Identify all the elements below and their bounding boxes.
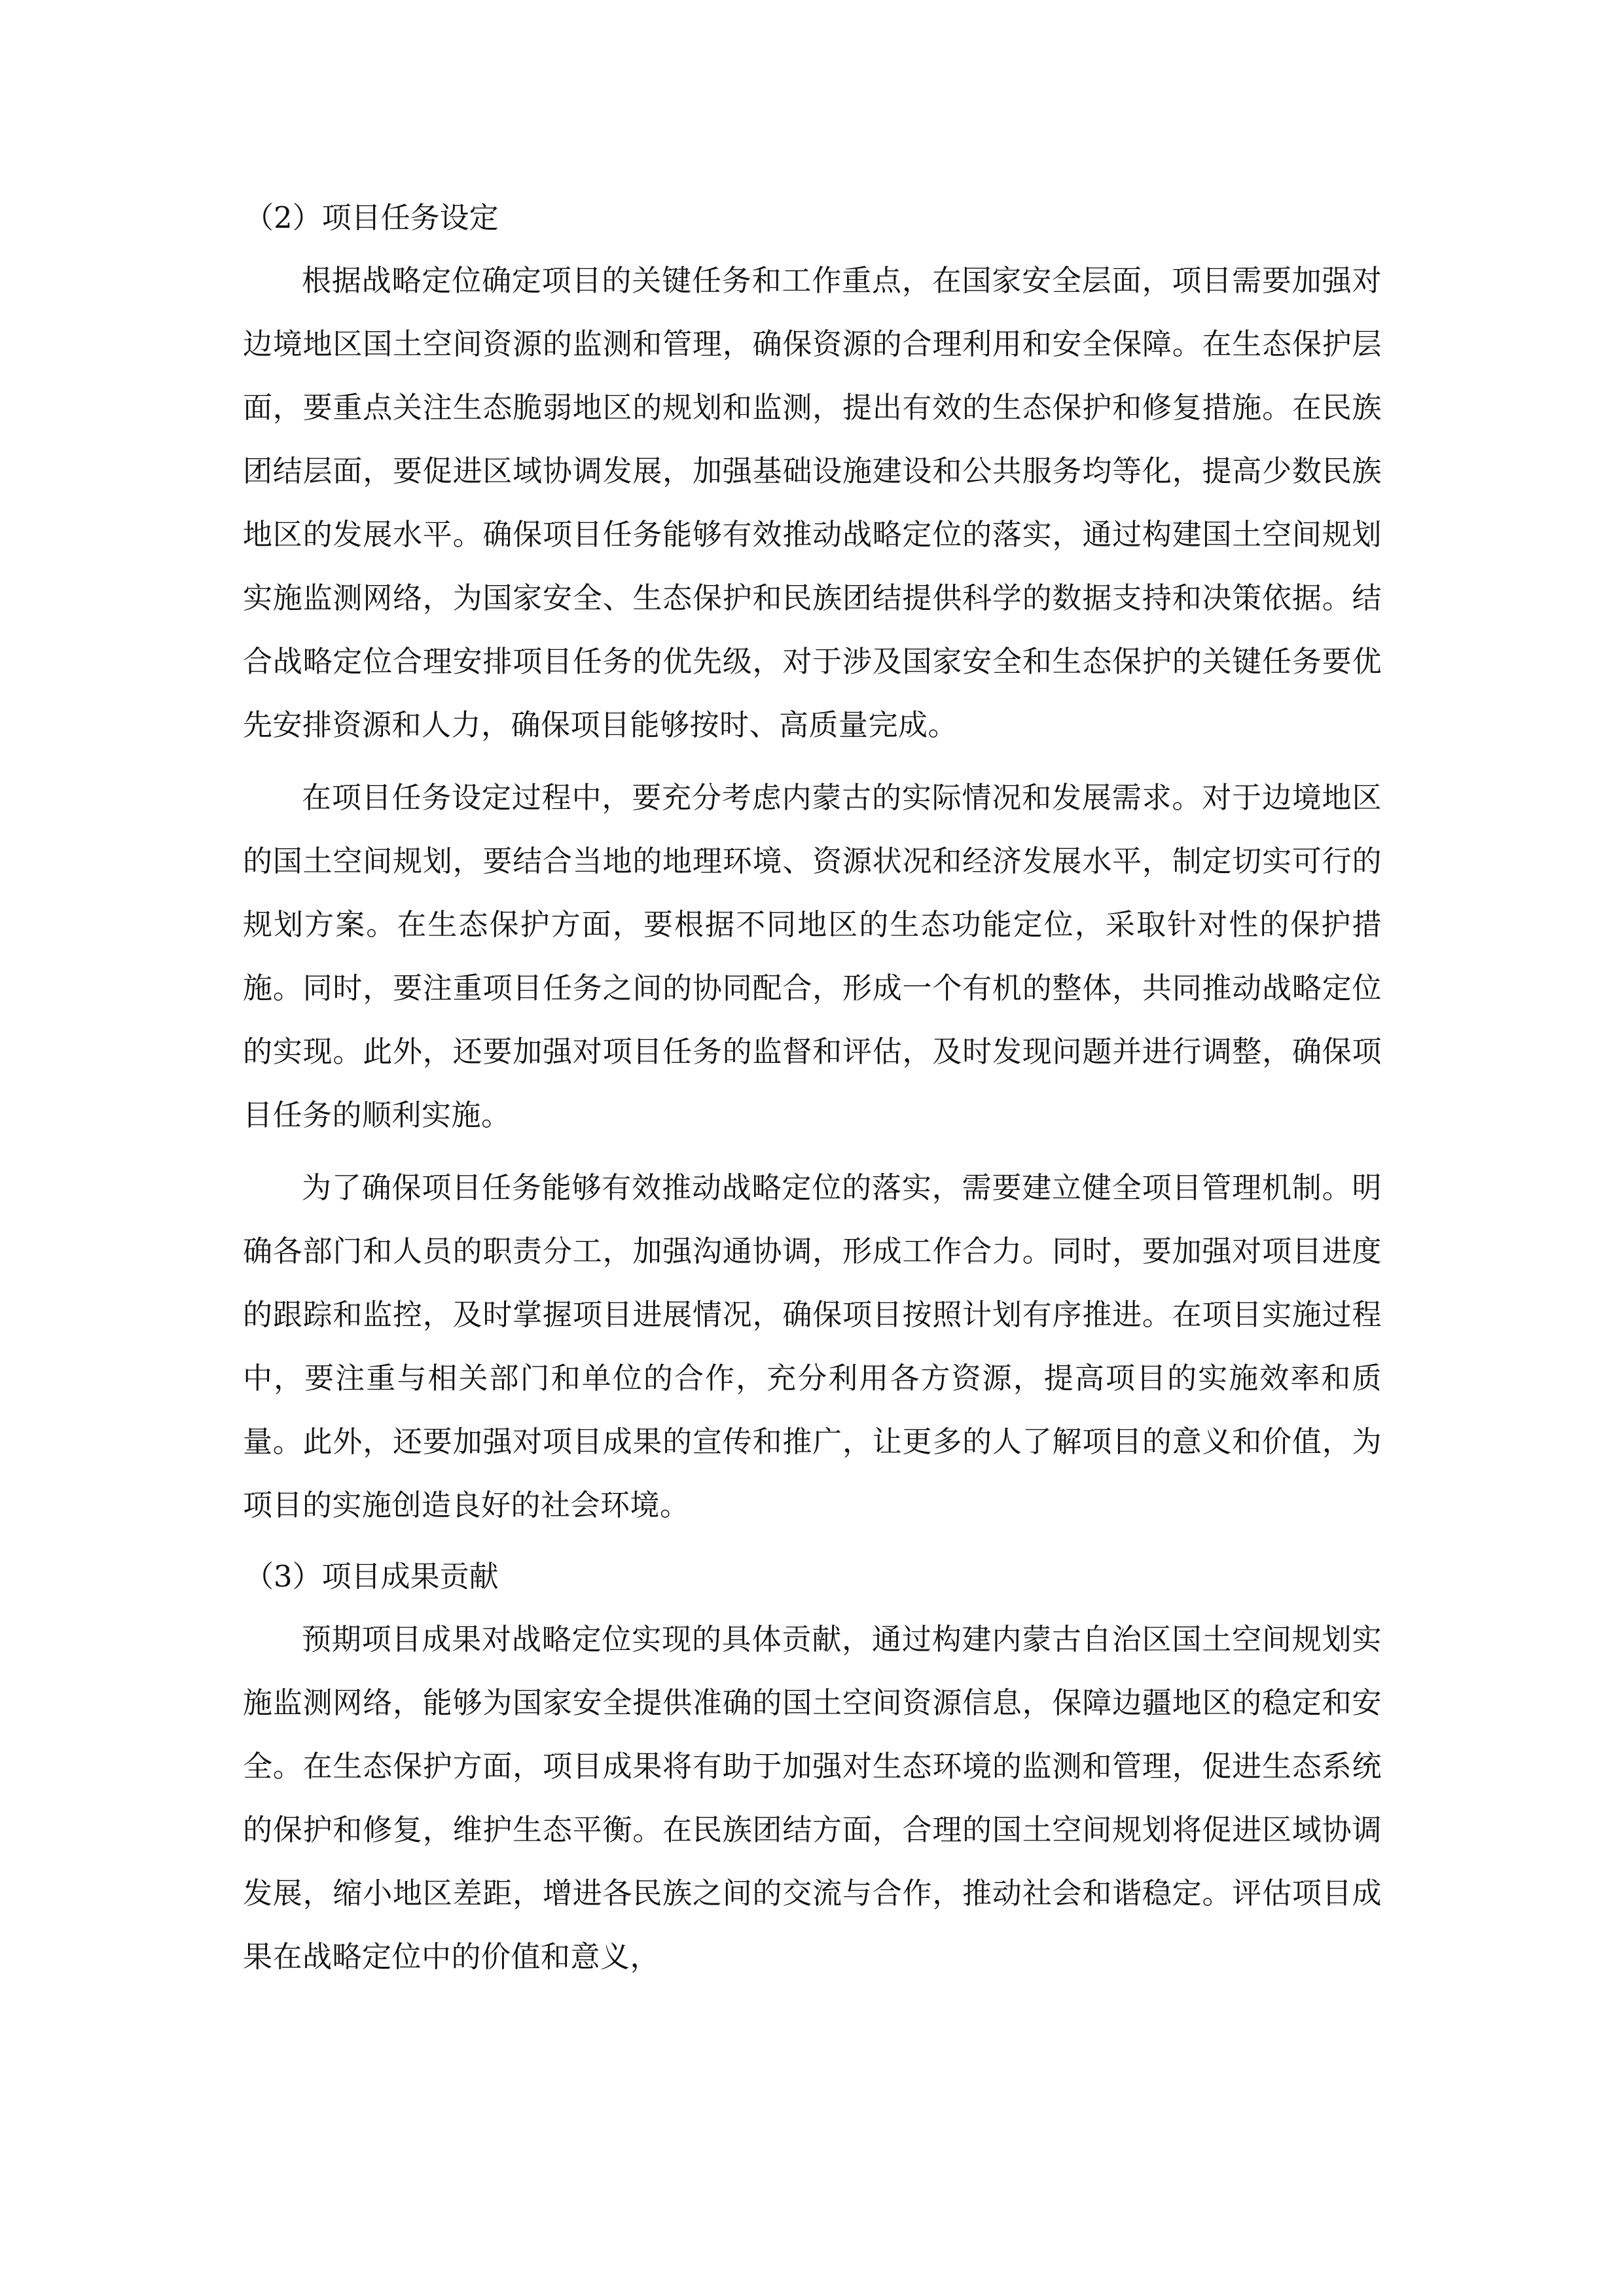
section-heading-3: （3）项目成果贡献 (244, 1559, 499, 1594)
paragraph: 为了确保项目任务能够有效推动战略定位的落实，需要建立健全项目管理机制。明确各部门和人员的职责分工，加强沟通协调，形成工作合力。同时，要加强对项目进度的跟踪和监控，及时掌握项目进展情况，确保项目按照计划有序推进。在项目实施过程中，要注重与相关部门和单位的合作，充分利用各方资源，提高项目的实施效率和质量。此外，还要加强对项目成果的宣传和推广，让更多的人了解项目的意义和价值，为项目的实施创造良好的社会环境。 (243, 1170, 1382, 1522)
document-body (243, 187, 1382, 1998)
paragraph: 在项目任务设定过程中，要充分考虑内蒙古的实际情况和发展需求。对于边境地区的国土空间规划，要结合当地的地理环境、资源状况和经济发展水平，制定切实可行的规划方案。在生态保护方面，要根据不同地区的生态功能定位，采取针对性的保护措施。同时，要注重项目任务之间的协同配合，形成一个有机的整体，共同推动战略定位的实现。此外，还要加强对项目任务的监督和评估，及时发现问题并进行调整，确保项目任务的顺利实施。 (243, 780, 1382, 1132)
paragraph: 根据战略定位确定项目的关键任务和工作重点，在国家安全层面，项目需要加强对边境地区国土空间资源的监测和管理，确保资源的合理利用和安全保障。在生态保护层面，要重点关注生态脆弱地区的规划和监测，提出有效的生态保护和修复措施。在民族团结层面，要促进区域协调发展，加强基础设施建设和公共服务均等化，提高少数民族地区的发展水平。确保项目任务能够有效推动战略定位的落实，通过构建国土空间规划实施监测网络，为国家安全、生态保护和民族团结提供科学的数据支持和决策依据。结合战略定位合理安排项目任务的优先级，对于涉及国家安全和生态保护的关键任务要优先安排资源和人力，确保项目能够按时、高质量完成。 (243, 263, 1382, 742)
paragraph: 预期项目成果对战略定位实现的具体贡献，通过构建内蒙古自治区国土空间规划实施监测网络，能够为国家安全提供准确的国土空间资源信息，保障边疆地区的稳定和安全。在生态保护方面，项目成果将有助于加强对生态环境的监测和管理，促进生态系统的保护和修复，维护生态平衡。在民族团结方面，合理的国土空间规划将促进区域协调发展，缩小地区差距，增进各民族之间的交流与合作，推动社会和谐稳定。评估项目成果在战略定位中的价值和意义， (243, 1622, 1382, 1974)
section-heading-2: （2）项目任务设定 (244, 200, 499, 235)
